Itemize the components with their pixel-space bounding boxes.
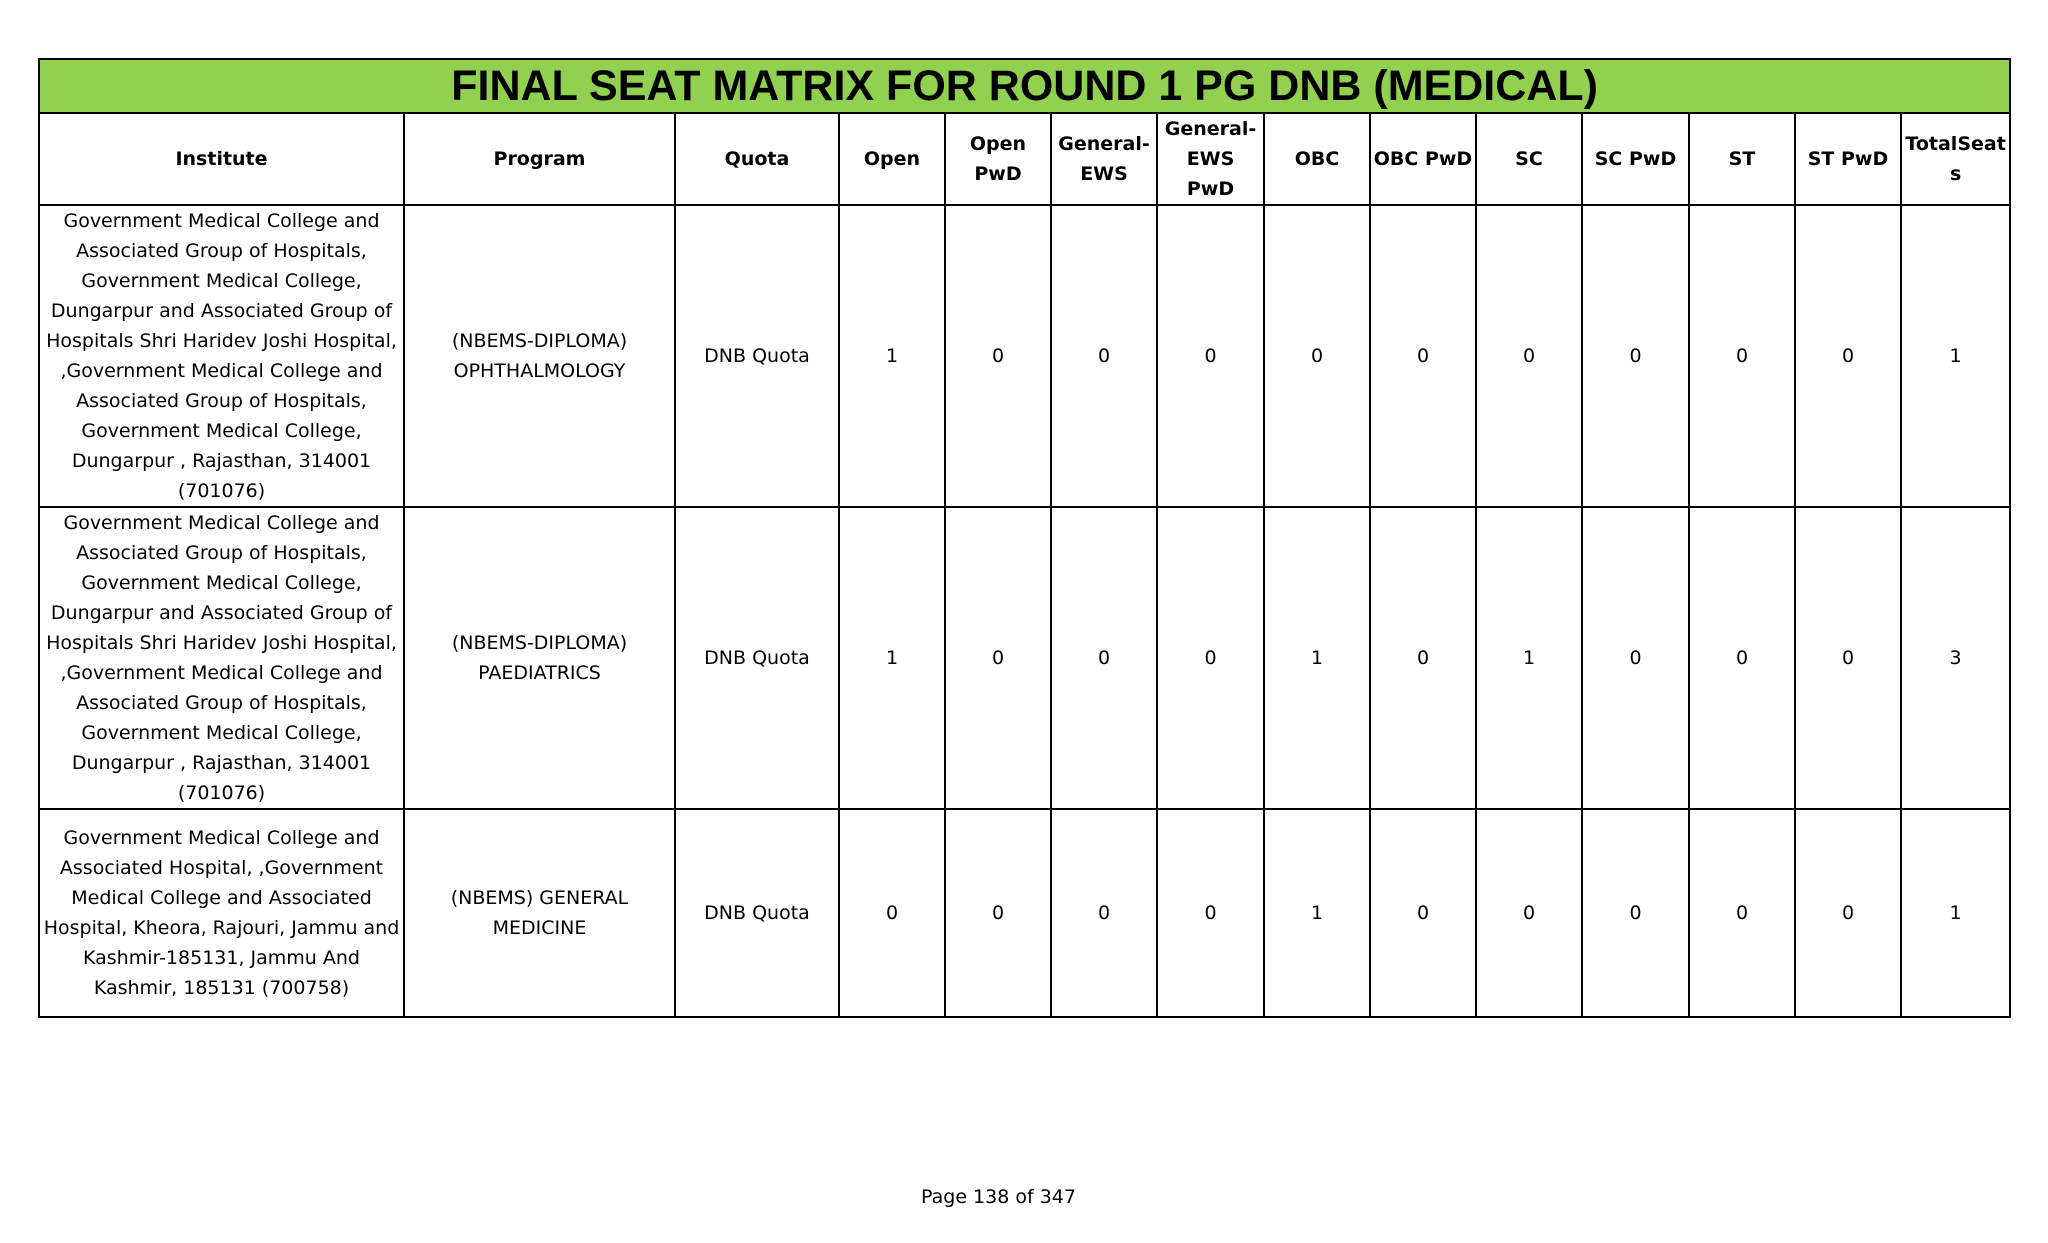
column-header-general-ews: General-EWS — [1051, 113, 1157, 205]
cell-sc: 1 — [1476, 507, 1582, 809]
column-header-program: Program — [404, 113, 675, 205]
cell-obc: 1 — [1264, 507, 1370, 809]
cell-open: 1 — [839, 205, 945, 507]
column-header-general-ews-pwd: General-EWS PwD — [1157, 113, 1264, 205]
cell-open: 1 — [839, 507, 945, 809]
cell-quota: DNB Quota — [675, 205, 839, 507]
column-header-open-pwd: Open PwD — [945, 113, 1051, 205]
cell-obc-pwd: 0 — [1370, 507, 1476, 809]
column-header-open: Open — [839, 113, 945, 205]
cell-sc-pwd: 0 — [1582, 809, 1689, 1017]
column-header-quota: Quota — [675, 113, 839, 205]
cell-institute: Government Medical College and Associated Group of Hospitals, Government Medical College, Dungarpur and Associated Group of Hospitals Shri Haridev Joshi Hospital, ,Government Medical College and Associated Group of Hospitals, Government Medical College, Dungarpur , Rajasthan, 314001 (701076) — [39, 507, 404, 809]
cell-program: (NBEMS-DIPLOMA) PAEDIATRICS — [404, 507, 675, 809]
table-row — [39, 205, 2010, 507]
cell-general-ews: 0 — [1051, 809, 1157, 1017]
cell-sc: 0 — [1476, 205, 1582, 507]
cell-quota: DNB Quota — [675, 809, 839, 1017]
cell-quota: DNB Quota — [675, 507, 839, 809]
cell-obc: 1 — [1264, 809, 1370, 1017]
cell-open-pwd: 0 — [945, 809, 1051, 1017]
cell-general-ews: 0 — [1051, 205, 1157, 507]
cell-obc-pwd: 0 — [1370, 809, 1476, 1017]
table-row — [39, 809, 2010, 1017]
cell-open-pwd: 0 — [945, 205, 1051, 507]
cell-institute: Government Medical College and Associated Hospital, ,Government Medical College and Associated Hospital, Kheora, Rajouri, Jammu and Kashmir-185131, Jammu And Kashmir, 185131 (700758) — [39, 809, 404, 1017]
cell-st: 0 — [1689, 809, 1795, 1017]
page-title: FINAL SEAT MATRIX FOR ROUND 1 PG DNB (MEDICAL) — [39, 59, 2010, 113]
cell-open-pwd: 0 — [945, 507, 1051, 809]
seat-matrix-table — [38, 58, 2011, 1018]
cell-general-ews-pwd: 0 — [1157, 809, 1264, 1017]
cell-general-ews-pwd: 0 — [1157, 205, 1264, 507]
cell-total-seats: 1 — [1901, 205, 2010, 507]
cell-sc-pwd: 0 — [1582, 507, 1689, 809]
cell-sc: 0 — [1476, 809, 1582, 1017]
cell-obc-pwd: 0 — [1370, 205, 1476, 507]
page-number: Page 138 of 347 — [921, 1186, 1076, 1208]
cell-st-pwd: 0 — [1795, 205, 1901, 507]
cell-open: 0 — [839, 809, 945, 1017]
column-header-institute: Institute — [39, 113, 404, 205]
cell-total-seats: 3 — [1901, 507, 2010, 809]
column-header-st-pwd: ST PwD — [1795, 113, 1901, 205]
table-row — [39, 507, 2010, 809]
cell-st-pwd: 0 — [1795, 809, 1901, 1017]
cell-st: 0 — [1689, 205, 1795, 507]
cell-sc-pwd: 0 — [1582, 205, 1689, 507]
cell-program: (NBEMS-DIPLOMA) OPHTHALMOLOGY — [404, 205, 675, 507]
cell-institute: Government Medical College and Associated Group of Hospitals, Government Medical College, Dungarpur and Associated Group of Hospitals Shri Haridev Joshi Hospital, ,Government Medical College and Associated Group of Hospitals, Government Medical College, Dungarpur , Rajasthan, 314001 (701076) — [39, 205, 404, 507]
column-header-obc: OBC — [1264, 113, 1370, 205]
cell-total-seats: 1 — [1901, 809, 2010, 1017]
header-row — [39, 113, 2010, 205]
cell-st: 0 — [1689, 507, 1795, 809]
column-header-sc: SC — [1476, 113, 1582, 205]
cell-obc: 0 — [1264, 205, 1370, 507]
column-header-obc-pwd: OBC PwD — [1370, 113, 1476, 205]
cell-st-pwd: 0 — [1795, 507, 1901, 809]
column-header-st: ST — [1689, 113, 1795, 205]
cell-program: (NBEMS) GENERAL MEDICINE — [404, 809, 675, 1017]
cell-general-ews: 0 — [1051, 507, 1157, 809]
column-header-total-seats: TotalSeats — [1901, 113, 2010, 205]
column-header-sc-pwd: SC PwD — [1582, 113, 1689, 205]
cell-general-ews-pwd: 0 — [1157, 507, 1264, 809]
